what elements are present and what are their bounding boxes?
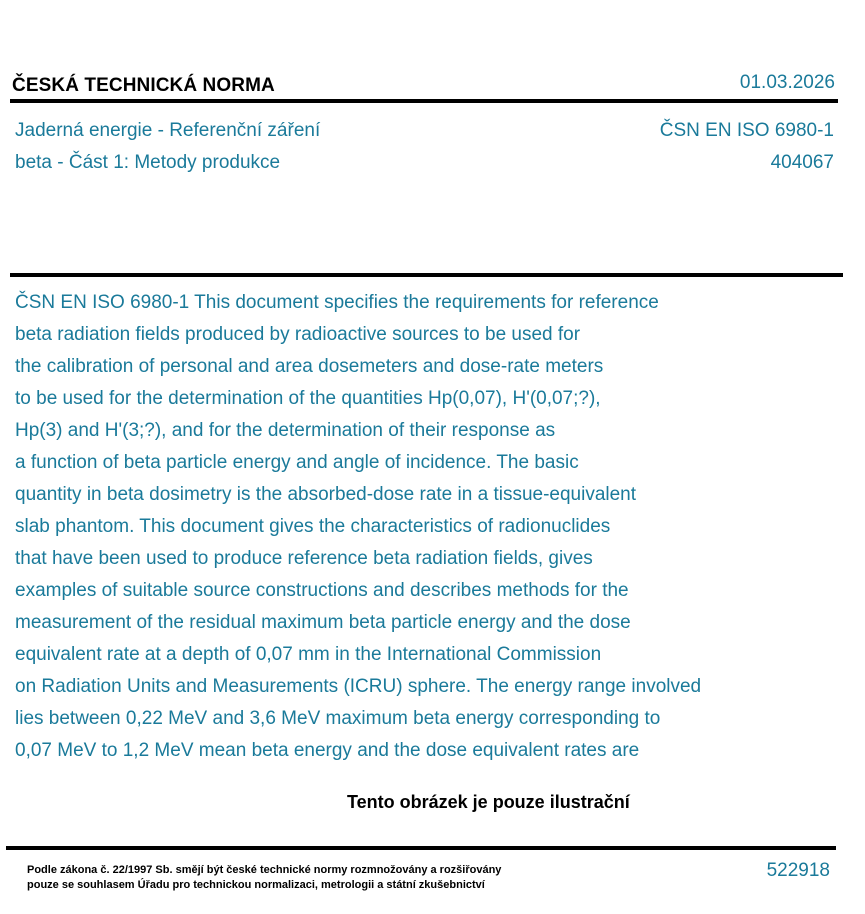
section-divider <box>10 273 843 277</box>
abstract-line: 0,07 MeV to 1,2 MeV mean beta energy and the dose equivalent rates are <box>15 740 640 761</box>
standard-designation: ČSN EN ISO 6980-1 <box>659 120 834 141</box>
document-header-title: ČESKÁ TECHNICKÁ NORMA <box>12 75 275 96</box>
abstract-line: ČSN EN ISO 6980-1 This document specifies the requirements for reference <box>15 292 659 313</box>
abstract-line: that have been used to produce reference beta radiation fields, gives <box>15 548 593 569</box>
abstract-line: slab phantom. This document gives the characteristics of radionuclides <box>15 516 611 537</box>
abstract-line: the calibration of personal and area dosemeters and dose-rate meters <box>15 356 604 377</box>
header-divider <box>10 99 838 103</box>
abstract-line: lies between 0,22 MeV and 3,6 MeV maximum beta energy corresponding to <box>15 708 661 729</box>
abstract-line: on Radiation Units and Measurements (ICRU) sphere. The energy range involved <box>15 676 702 697</box>
document-number: 522918 <box>766 860 830 881</box>
abstract-line: beta radiation fields produced by radioactive sources to be used for <box>15 324 581 345</box>
abstract-text <box>15 287 835 767</box>
legal-notice <box>27 863 501 893</box>
legal-notice-line: pouze se souhlasem Úřadu pro technickou normalizaci, metrologii a státní zkušebnictví <box>27 879 485 891</box>
standard-title-line: Jaderná energie - Referenční záření <box>15 120 321 141</box>
illustration-disclaimer: Tento obrázek je pouze ilustrační <box>347 792 630 812</box>
footer-divider <box>6 846 836 850</box>
standard-codes <box>660 115 834 179</box>
abstract-line: equivalent rate at a depth of 0,07 mm in the International Commission <box>15 644 602 665</box>
classification-code: 404067 <box>770 152 834 173</box>
abstract-line: a function of beta particle energy and angle of incidence. The basic <box>15 452 579 473</box>
legal-notice-line: Podle zákona č. 22/1997 Sb. smějí být české technické normy rozmnožovány a rozšiřovány <box>27 864 502 876</box>
issue-date: 01.03.2026 <box>739 72 835 93</box>
abstract-line: examples of suitable source constructions and describes methods for the <box>15 580 629 601</box>
abstract-line: Hp(3) and H'(3;?), and for the determination of their response as <box>15 420 556 441</box>
abstract-line: measurement of the residual maximum beta particle energy and the dose <box>15 612 631 633</box>
standard-title-line: beta - Část 1: Metody produkce <box>15 152 281 173</box>
standard-title <box>15 115 320 179</box>
abstract-line: quantity in beta dosimetry is the absorbed-dose rate in a tissue-equivalent <box>15 484 637 505</box>
abstract-line: to be used for the determination of the quantities Hp(0,07), H'(0,07;?), <box>15 388 601 409</box>
